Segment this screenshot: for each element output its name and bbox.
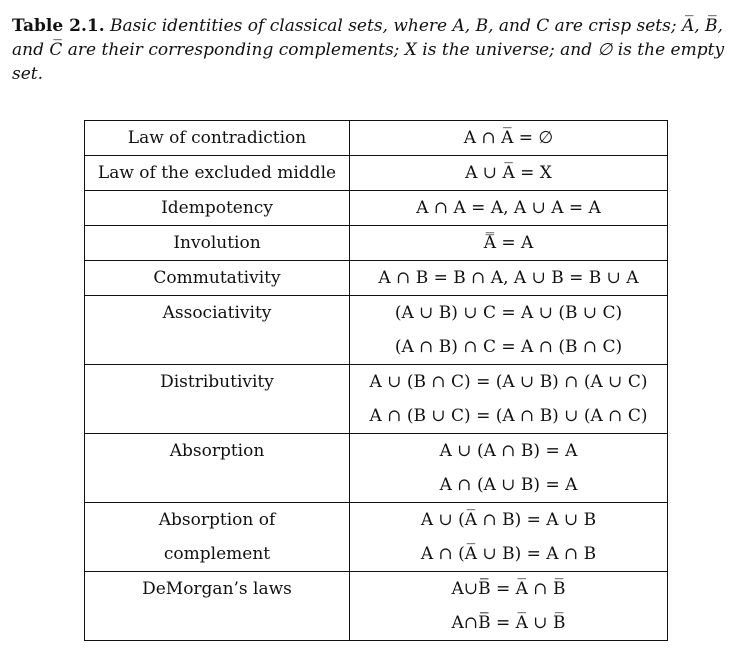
law-formula: A̿ = A [483, 233, 534, 253]
law-name: Involution [173, 233, 261, 253]
law-name-cell [85, 191, 350, 226]
law-name-cell [85, 226, 350, 261]
law-name: DeMorgan’s laws [142, 579, 292, 599]
law-formula: A ∩ B = B ∩ A, A ∪ B = B ∪ A [378, 268, 639, 288]
identities-table [84, 120, 668, 641]
law-name: Absorption [169, 441, 265, 461]
table-caption [12, 14, 738, 86]
law-formula-cell [350, 261, 668, 296]
law-formula: A ∩ A = A, A ∪ A = A [416, 198, 601, 218]
table-row [85, 296, 668, 365]
table-row [85, 503, 668, 572]
law-name-cell [85, 572, 350, 641]
law-formula-cell [350, 121, 668, 156]
law-name-cell [85, 434, 350, 503]
law-formula: A ∩ A̅ = ∅ [463, 128, 554, 148]
law-name: Associativity [162, 303, 272, 323]
law-name-cell [85, 156, 350, 191]
law-name-cell [85, 121, 350, 156]
table-row [85, 191, 668, 226]
table-row [85, 365, 668, 434]
law-name-cell [85, 261, 350, 296]
law-name: Law of contradiction [127, 128, 307, 148]
law-formula: A∩B̅̅̅ = A̅ ∪ B̅ [451, 613, 566, 633]
law-formula-cell [350, 296, 668, 365]
law-formula: (A ∩ B) ∩ C = A ∩ (B ∩ C) [394, 337, 623, 357]
law-name: complement [163, 544, 271, 564]
law-formula-cell [350, 226, 668, 261]
law-formula-cell [350, 503, 668, 572]
law-name-cell [85, 365, 350, 434]
table-row [85, 156, 668, 191]
table-row [85, 261, 668, 296]
law-formula: (A ∪ B) ∪ C = A ∪ (B ∪ C) [394, 303, 623, 323]
law-formula: A ∪ (B ∩ C) = (A ∪ B) ∩ (A ∪ C) [369, 372, 648, 392]
law-formula-cell [350, 191, 668, 226]
table-row [85, 121, 668, 156]
law-formula: A∪B̅̅̅ = A̅ ∩ B̅ [451, 579, 566, 599]
table-row [85, 226, 668, 261]
caption-text: Basic identities of classical sets, where A, B, and C are crisp sets; A̅, B̅, and C̅ are their corresponding complements; X is the universe; and ∅ is the empty set. [12, 16, 725, 84]
table-row [85, 434, 668, 503]
law-name-cell [85, 503, 350, 572]
law-formula: A ∪ (A̅ ∩ B) = A ∪ B [420, 510, 597, 530]
law-formula: A ∩ (B ∪ C) = (A ∩ B) ∪ (A ∩ C) [369, 406, 648, 426]
law-formula-cell [350, 365, 668, 434]
identities-table-body [85, 121, 668, 641]
law-name-cell [85, 296, 350, 365]
law-formula-cell [350, 572, 668, 641]
law-formula: A ∩ (A̅ ∪ B) = A ∩ B [420, 544, 597, 564]
law-name: Law of the excluded middle [97, 163, 337, 183]
law-name: Absorption of [158, 510, 276, 530]
law-name: Commutativity [153, 268, 281, 288]
law-formula-cell [350, 434, 668, 503]
law-formula-cell [350, 156, 668, 191]
law-name: Idempotency [161, 198, 273, 218]
table-row [85, 572, 668, 641]
law-formula: A ∪ (A ∩ B) = A [439, 441, 578, 461]
law-name: Distributivity [160, 372, 274, 392]
caption-label: Table 2.1. [12, 16, 105, 36]
law-formula: A ∪ A̅ = X [465, 163, 552, 183]
law-formula: A ∩ (A ∪ B) = A [439, 475, 578, 495]
